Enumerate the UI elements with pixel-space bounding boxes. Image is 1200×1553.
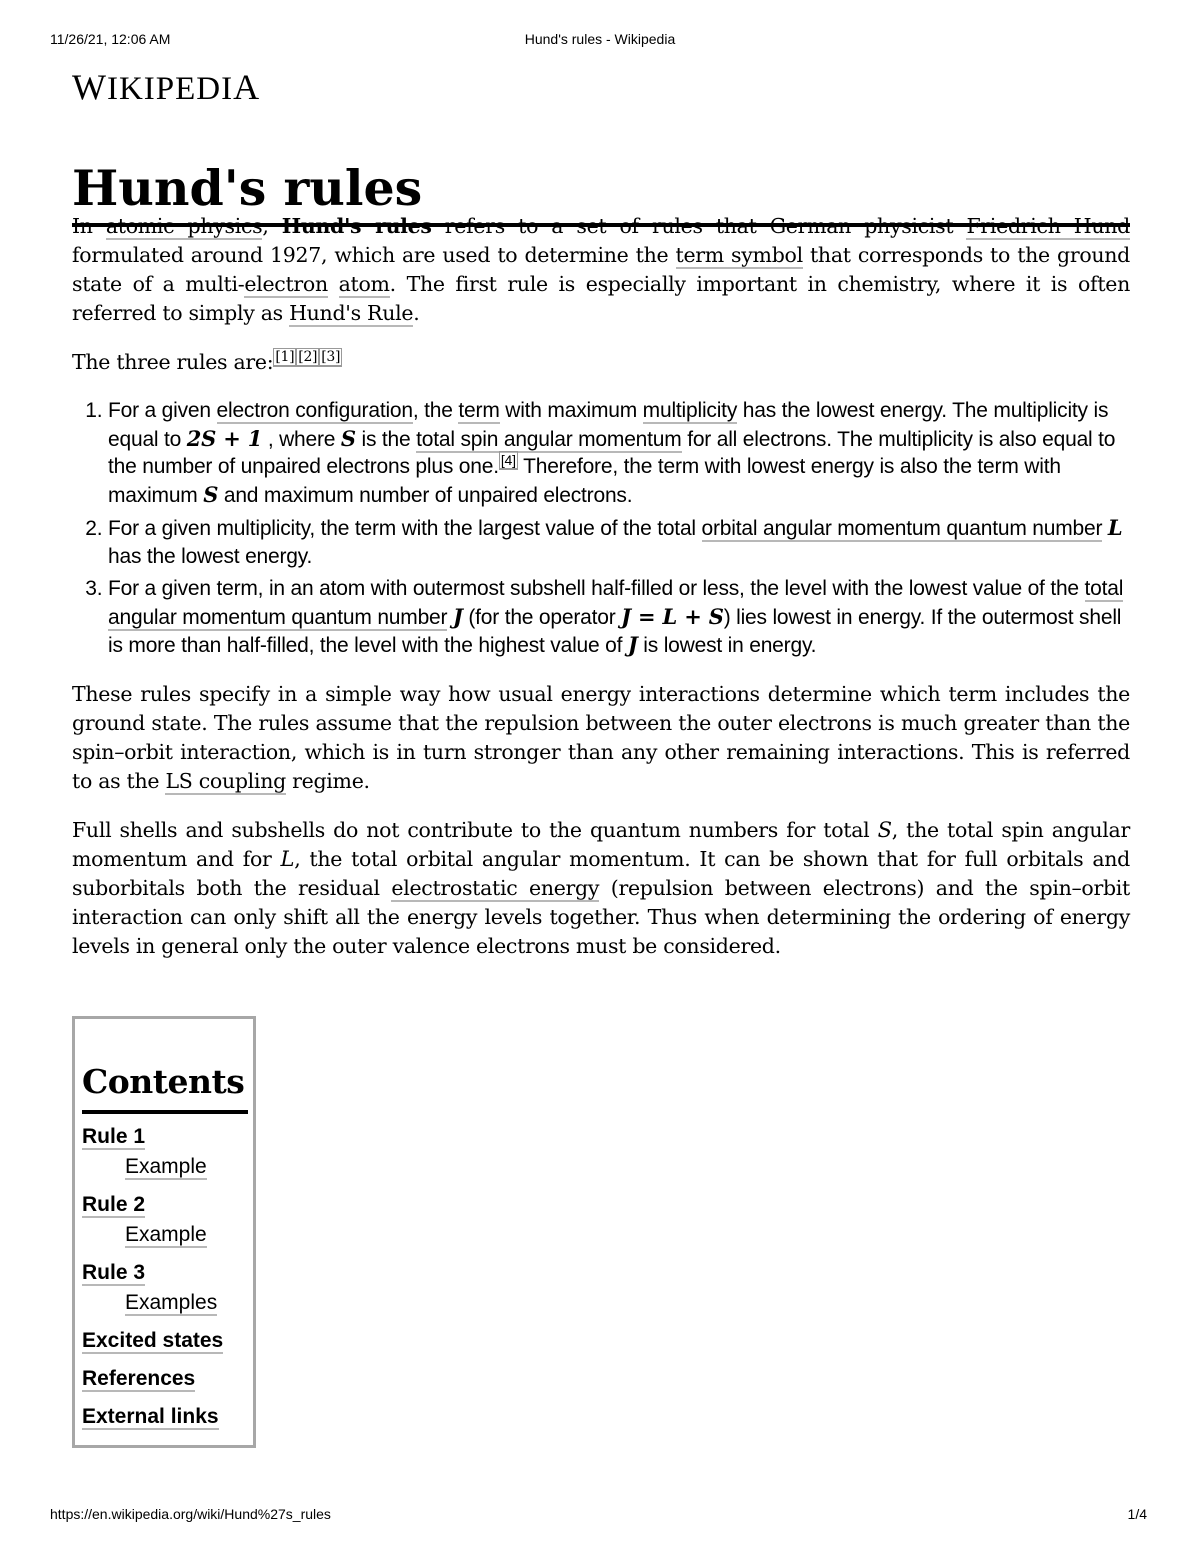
math-s: S (340, 425, 356, 451)
link-ls-coupling[interactable]: LS coupling (165, 768, 286, 793)
toc-item-references (82, 1364, 248, 1394)
toc-link-excited-states[interactable]: Excited states (82, 1329, 224, 1352)
toc-item-rule-2-example (82, 1220, 248, 1250)
toc-link-rule-1[interactable]: Rule 1 (82, 1125, 146, 1148)
table-of-contents (72, 1016, 256, 1448)
link-term-symbol[interactable]: term symbol (675, 243, 803, 267)
ref-1[interactable]: [1] (275, 349, 295, 365)
toc-link-rule-3-examples[interactable]: Examples (125, 1291, 218, 1314)
link-electron-configuration[interactable]: electron configuration (216, 399, 413, 422)
ls-coupling-paragraph: These rules specify in a simple way how usual energy interactions determine which term includes the ground state. The rules assume that the repulsion between the outer electrons is much greater than the spin–orbit interaction, which is in turn stronger than any other remaining interactions. This is referred to as the LS coupling regime. (72, 681, 1130, 793)
rules-list (72, 397, 1130, 660)
math-s: S (877, 817, 892, 842)
toc-link-rule-2-example[interactable]: Example (125, 1223, 207, 1246)
link-total-spin-angular-momentum[interactable]: total spin angular momentum (416, 427, 682, 451)
math-j: J (627, 632, 638, 657)
bold-hunds-rules: Hund's rules (281, 214, 432, 238)
math-l: L (280, 846, 295, 871)
toc-link-rule-3[interactable]: Rule 3 (82, 1261, 146, 1284)
article-body (72, 212, 1130, 981)
full-shells-paragraph: Full shells and subshells do not contribute to the quantum numbers for total S, the total spin angular momentum and for L, the total orbital angular momentum. It can be shown that for full orbitals and suborbitals both the residual electrostatic energy (repulsion between electrons) and the spin–orbit interaction can only shift all the energy levels together. Thus when determining the ordering of energy levels in general only the outer valence electrons must be considered. (72, 817, 1130, 958)
print-page-number: 1/4 (1127, 1506, 1147, 1522)
toc-link-references[interactable]: References (82, 1367, 196, 1390)
page-title: Hund's rules (72, 157, 1130, 227)
toc-item-rule-3-examples (82, 1288, 248, 1318)
toc-link-rule-1-example[interactable]: Example (125, 1155, 207, 1178)
toc-item-rule-1 (82, 1122, 248, 1152)
toc-item-excited-states (82, 1326, 248, 1356)
rule-3-item: 3. For a given term, in an atom with outermost subshell half-filled or less, the level with the lowest value of the total angular momentum quantum number J (for the operator J = L + S) lies lowest in energy. If the outermost shell is more than half-filled, the level with the highest value of J is lowest in energy. (108, 575, 1130, 660)
toc-heading: Contents (82, 1057, 248, 1114)
intro-paragraph: In atomic physics, Hund's rules refers to a set of rules that German physicist Friedrich Hund formulated around 1927, which are used to determine the term symbol that corresponds to the ground state of a multi-electron atom. The first rule is especially important in chemistry, where it is often referred to simply as Hund's Rule. (72, 214, 1131, 325)
wikipedia-logo[interactable]: WIKIPEDIA (72, 67, 261, 107)
print-datetime: 11/26/21, 12:06 AM (50, 31, 171, 47)
math-l: L (1107, 515, 1123, 540)
link-atomic-physics[interactable]: atomic physics (105, 214, 263, 238)
link-term[interactable]: term (458, 399, 500, 422)
toc-item-external-links (82, 1402, 248, 1432)
math-2s-plus-1: 2S + 1 (186, 425, 263, 451)
print-page-title: Hund's rules - Wikipedia (524, 31, 676, 47)
math-s: S (203, 481, 219, 507)
math-j: J (452, 603, 463, 629)
print-footer (0, 1506, 1200, 1524)
link-electrostatic-energy[interactable]: electrostatic energy (391, 875, 600, 900)
toc-item-rule-1-example (82, 1152, 248, 1182)
ref-3[interactable]: [3] (321, 349, 341, 365)
rule-1-item: 1. For a given electron configuration, the term with maximum multiplicity has the lowest energy. The multiplicity is equal to 2S + 1 , where S is the total spin angular momentum for all electrons. The multiplicity is also equal to the number of unpaired electrons plus one. [4] Therefore, the term with lowest energy is also the term with maximum S and maximum number of unpaired electrons. (108, 397, 1130, 509)
three-rules-intro: The three rules are: [1] [2] [3] (72, 349, 341, 374)
toc-list (82, 1122, 248, 1432)
link-hunds-rule[interactable]: Hund's Rule (289, 301, 414, 325)
toc-link-rule-2[interactable]: Rule 2 (82, 1193, 146, 1216)
link-multiplicity[interactable]: multiplicity (642, 399, 738, 422)
toc-item-rule-2 (82, 1190, 248, 1220)
rule-2-item: 2. For a given multiplicity, the term with the largest value of the total orbital angular momentum quantum number L has the lowest energy. (108, 514, 1130, 570)
link-electron[interactable]: electron (244, 272, 328, 296)
math-j-equals-l-plus-s: J = L + S (621, 603, 724, 629)
toc-item-rule-3 (82, 1258, 248, 1288)
print-url: https://en.wikipedia.org/wiki/Hund%27s_rules (50, 1506, 331, 1522)
link-atom[interactable]: atom (338, 272, 390, 296)
ref-2[interactable]: [2] (298, 349, 318, 365)
link-orbital-angular-momentum-quantum-number[interactable]: orbital angular momentum quantum number (701, 517, 1103, 540)
link-friedrich-hund[interactable]: Friedrich Hund (966, 214, 1130, 238)
link-total-angular-momentum-quantum-number[interactable]: total angular momentum quantum number (108, 577, 1124, 629)
ref-4[interactable]: [4] (500, 452, 516, 468)
toc-link-external-links[interactable]: External links (82, 1405, 219, 1428)
print-header (0, 31, 1200, 49)
